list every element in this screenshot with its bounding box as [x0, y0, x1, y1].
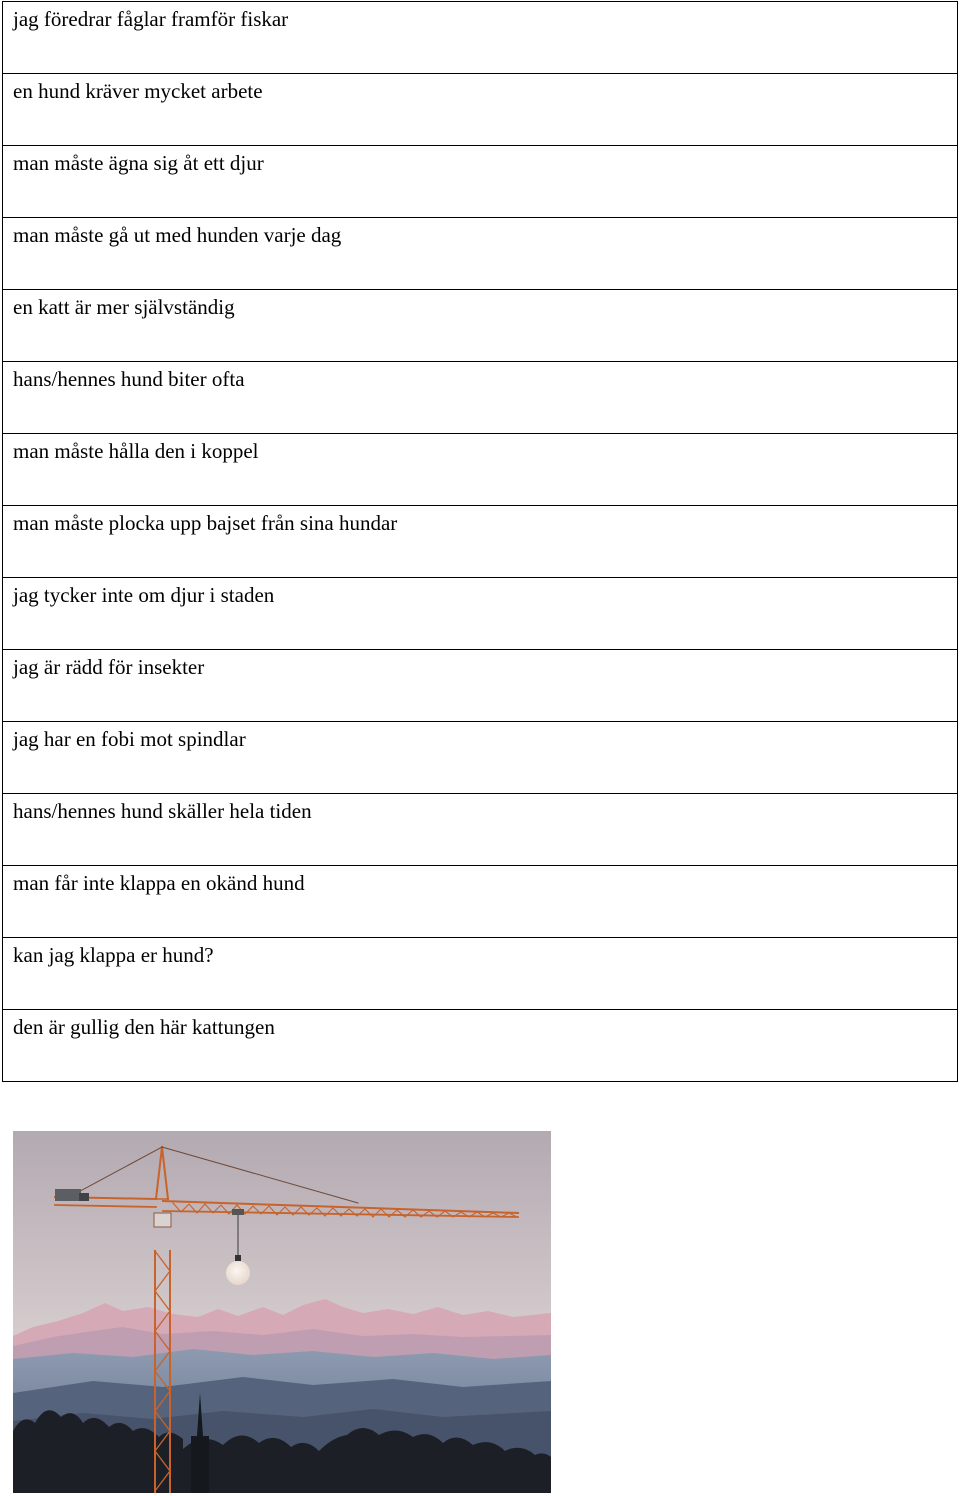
- phrase-cell: [3, 1010, 958, 1082]
- phrase-cell: [3, 2, 958, 74]
- table-row: [3, 506, 958, 578]
- phrase-cell: [3, 506, 958, 578]
- phrase-text: man måste plocka upp bajset från sina hundar: [13, 511, 398, 535]
- phrase-cell: [3, 290, 958, 362]
- phrase-cell: [3, 362, 958, 434]
- table-row: [3, 2, 958, 74]
- phrase-text: man måste hålla den i koppel: [13, 439, 259, 463]
- phrase-text: jag har en fobi mot spindlar: [13, 727, 246, 751]
- phrase-cell: [3, 434, 958, 506]
- phrase-text: jag föredrar fåglar framför fiskar: [13, 7, 289, 31]
- phrase-text: hans/hennes hund biter ofta: [13, 367, 245, 391]
- phrase-text: jag är rädd för insekter: [13, 655, 205, 679]
- table-row: [3, 578, 958, 650]
- phrase-text: en hund kräver mycket arbete: [13, 79, 263, 103]
- phrase-cell: [3, 650, 958, 722]
- counterweight: [55, 1189, 81, 1201]
- table-row: [3, 218, 958, 290]
- table-row: [3, 146, 958, 218]
- phrase-text: man måste ägna sig åt ett djur: [13, 151, 264, 175]
- phrase-cell: [3, 146, 958, 218]
- phrase-cell: [3, 74, 958, 146]
- crane-trolley: [232, 1209, 244, 1215]
- phrase-text: man får inte klappa en okänd hund: [13, 871, 305, 895]
- table-row: [3, 434, 958, 506]
- phrase-cell: [3, 794, 958, 866]
- table-row: [3, 722, 958, 794]
- table-row: [3, 794, 958, 866]
- table-row: [3, 650, 958, 722]
- table-row: [3, 1010, 958, 1082]
- phrase-text: kan jag klappa er hund?: [13, 943, 214, 967]
- table-row: [3, 290, 958, 362]
- table-row: [3, 866, 958, 938]
- crane-moon-photo: [13, 1131, 551, 1493]
- phrase-cell: [3, 218, 958, 290]
- moon: [226, 1261, 250, 1285]
- phrase-text: en katt är mer självständig: [13, 295, 235, 319]
- phrase-text: jag tycker inte om djur i staden: [13, 583, 275, 607]
- table-row: [3, 938, 958, 1010]
- phrase-cell: [3, 938, 958, 1010]
- phrase-text: man måste gå ut med hunden varje dag: [13, 223, 342, 247]
- table-row: [3, 74, 958, 146]
- phrase-cell: [3, 578, 958, 650]
- phrase-table: [2, 1, 958, 1082]
- phrase-text: den är gullig den här kattungen: [13, 1015, 275, 1039]
- phrase-text: hans/hennes hund skäller hela tiden: [13, 799, 312, 823]
- phrase-cell: [3, 866, 958, 938]
- phrase-cell: [3, 722, 958, 794]
- table-row: [3, 362, 958, 434]
